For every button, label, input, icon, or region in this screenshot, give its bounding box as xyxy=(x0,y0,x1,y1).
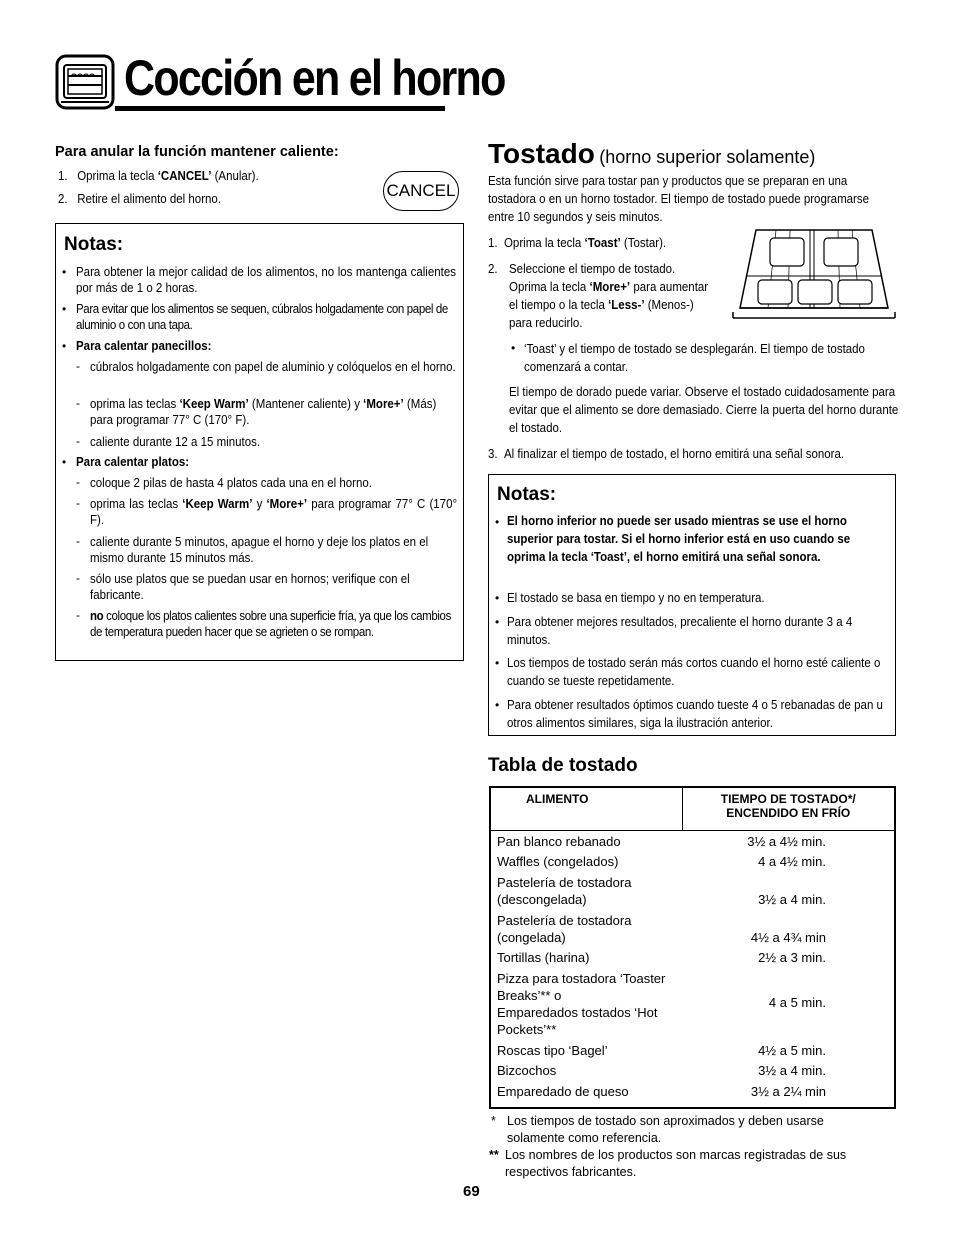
toast-step-2-num: 2. xyxy=(488,262,498,276)
plates-step-2: oprima las teclas ‘Keep Warm’ y ‘More+’ para programar 77° C (170° F). xyxy=(90,497,458,527)
toast-step-3: 3. Al finalizar el tiempo de tostado, el horno emitirá una señal sonora. xyxy=(488,447,845,461)
table-row: Waffles (congelados) 4 a 4½ min. xyxy=(497,854,826,869)
page-number: 69 xyxy=(463,1183,480,1200)
table-row: Emparedado de queso 3½ a 2¼ min xyxy=(497,1084,826,1099)
toast-step-1: 1. Oprima la tecla ‘Toast’ (Tostar). xyxy=(488,236,667,250)
rolls-step-3: caliente durante 12 a 15 minutos. xyxy=(90,435,261,449)
toast-step-2: Seleccione el tiempo de tostado. Oprima la tecla ‘More+’ para aumentar el tiempo o la tecla ‘Less-’ (Menos-) para reducirlo. xyxy=(509,262,709,330)
left-note-1: Para obtener la mejor calidad de los alimentos, no los mantenga calientes por más de 1 o 2 horas. xyxy=(76,265,456,295)
footnote-1: Los tiempos de tostado son aproximados y deben usarse solamente como referencia. xyxy=(507,1114,824,1145)
right-note-1: El horno inferior no puede ser usado mientras se use el horno superior para tostar. Si el horno inferior está en uso cuando se oprima la tecla ‘Toast’, el horno emitirá una señal sonora. xyxy=(507,514,851,564)
cancel-key-illustration: CANCEL xyxy=(383,171,459,211)
left-step-1: 1. Oprima la tecla ‘CANCEL’ (Anular). xyxy=(58,169,259,183)
page-title: Cocción en el horno xyxy=(124,50,505,106)
toasting-title: Tostado (horno superior solamente) xyxy=(488,138,816,169)
footnote-2: Los nombres de los productos son marcas registradas de sus respectivos fabricantes. xyxy=(505,1148,847,1179)
table-header-row xyxy=(490,787,895,831)
toasting-table-title: Tabla de tostado xyxy=(488,755,638,776)
right-note-2: El tostado se basa en tiempo y no en temperatura. xyxy=(507,591,765,605)
table-row: Pastelería de tostadora (descongelada) 3½ a 4 min. xyxy=(497,875,826,907)
left-notes-title: Notas: xyxy=(64,234,124,255)
toasting-intro: Esta función sirve para tostar pan y productos que se preparan en una tostadora o en un horno tostador. El tiempo de tostado puede programarse entre 10 segundos y seis minutos. xyxy=(488,174,870,224)
left-notes-box: Notas: • Para obtener la mejor calidad de los alimentos, no los mantenga calientes por más de 1 o 2 horas. • Para evitar que los alimentos se sequen, cúbralos holgadamente con papel de aluminio o con una tapa. • Para calentar panecillos: - cúbralos holgadamente con papel de aluminio y colóquelos en el horno. - oprima las teclas ‘Keep Warm’ (Mantener caliente) y ‘More+’ (Más) para programar 77° C (170° F). - caliente durante 12 a 15 minutos. • Para calentar platos: - coloque 2 pilas de hasta 4 platos cada una en el horno. - oprima las teclas ‘Keep Warm’ y ‘More+’ para programar 77° C (170° F). - caliente durante 5 minutos, apague el horno y deje los platos en el mismo durante 15 minutos más. - sólo use platos que se puedan usar en hornos; verifique con el fabricante. - no coloque los platos calientes sobre una superficie fría, ya que los cambios de temperatura pueden hacer que se agrieten o se rompan. xyxy=(55,223,464,661)
plates-step-4: sólo use platos que se puedan usar en hornos; verifique con el fabricante. xyxy=(90,572,410,602)
rolls-step-1: cúbralos holgadamente con papel de aluminio y colóquelos en el horno. xyxy=(90,360,456,374)
right-note-3: Para obtener mejores resultados, precaliente el horno durante 3 a 4 minutos. xyxy=(507,615,853,647)
table-row: Roscas tipo ‘Bagel’ 4½ a 5 min. xyxy=(497,1043,826,1058)
title-underline xyxy=(115,106,445,111)
header-time: TIEMPO DE TOSTADO*/ ENCENDIDO EN FRÍO xyxy=(682,787,895,831)
table-row: Pizza para tostadora ‘Toaster Breaks’** o Emparedados tostados ‘Hot Pockets’** 4 a 5 min. xyxy=(497,971,826,1037)
rolls-step-2: oprima las teclas ‘Keep Warm’ (Mantener caliente) y ‘More+’ (Más) para programar 77° C (170° F). xyxy=(90,397,437,427)
toast-browning-note: El tiempo de dorado puede variar. Observe el tostado cuidadosamente para evitar que el alimento se dore demasiado. Cierre la puerta del horno durante el tostado. xyxy=(509,385,899,435)
toast-step-2-bullet: ‘Toast’ y el tiempo de tostado se desplegarán. El tiempo de tostado comenzará a contar. xyxy=(524,342,865,374)
toast-rack-illustration xyxy=(730,226,898,320)
cancel-keep-warm-heading: Para anular la función mantener caliente: xyxy=(55,144,339,160)
left-step-2: 2. Retire el alimento del horno. xyxy=(58,192,222,206)
table-row: Bizcochos 3½ a 4 min. xyxy=(497,1063,826,1078)
table-row: Tortillas (harina) 2½ a 3 min. xyxy=(497,950,826,965)
table-row: Pan blanco rebanado 3½ a 4½ min. xyxy=(497,834,826,849)
plates-step-3: caliente durante 5 minutos, apague el horno y deje los platos en el mismo durante 15 minutos más. xyxy=(90,535,429,565)
table-row: Pastelería de tostadora (congelada) 4½ a 4¾ min xyxy=(497,913,826,945)
right-note-4: Los tiempos de tostado serán más cortos cuando el horno esté caliente o cuando se tueste repetidamente. xyxy=(507,656,881,688)
right-note-5: Para obtener resultados óptimos cuando tueste 4 o 5 rebanadas de pan u otros alimentos similares, siga la ilustración anterior. xyxy=(507,698,883,730)
footnote-1-mark: * xyxy=(491,1114,496,1128)
left-note-2: Para evitar que los alimentos se sequen, cúbralos holgadamente con papel de aluminio o con una tapa. xyxy=(76,302,448,332)
right-notes-title: Notas: xyxy=(497,484,557,505)
plates-step-5: no coloque los platos calientes sobre una superficie fría, ya que los cambios de temperatura pueden hacer que se agrieten o se rompan. xyxy=(90,609,451,639)
plates-step-1: coloque 2 pilas de hasta 4 platos cada una en el horno. xyxy=(90,476,372,490)
left-note-plates-title: Para calentar platos: xyxy=(76,455,190,469)
footnote-2-mark: ** xyxy=(489,1148,499,1162)
left-note-rolls-title: Para calentar panecillos: xyxy=(76,339,212,353)
oven-icon xyxy=(55,54,115,110)
toasting-table xyxy=(489,786,896,1109)
header-food: ALIMENTO xyxy=(490,787,682,831)
right-notes-box: Notas: • El horno inferior no puede ser usado mientras se use el horno superior para tostar. Si el horno inferior está en uso cuando se oprima la tecla ‘Toast’, el horno emitirá una señal sonora. • El tostado se basa en tiempo y no en temperatura. • Para obtener mejores resultados, precaliente el horno durante 3 a 4 minutos. • Los tiempos de tostado serán más cortos cuando el horno esté caliente o cuando se tueste repetidamente. • Para obtener resultados óptimos cuando tueste 4 o 5 rebanadas de pan u otros alimentos similares, siga la ilustración anterior. xyxy=(488,474,896,736)
